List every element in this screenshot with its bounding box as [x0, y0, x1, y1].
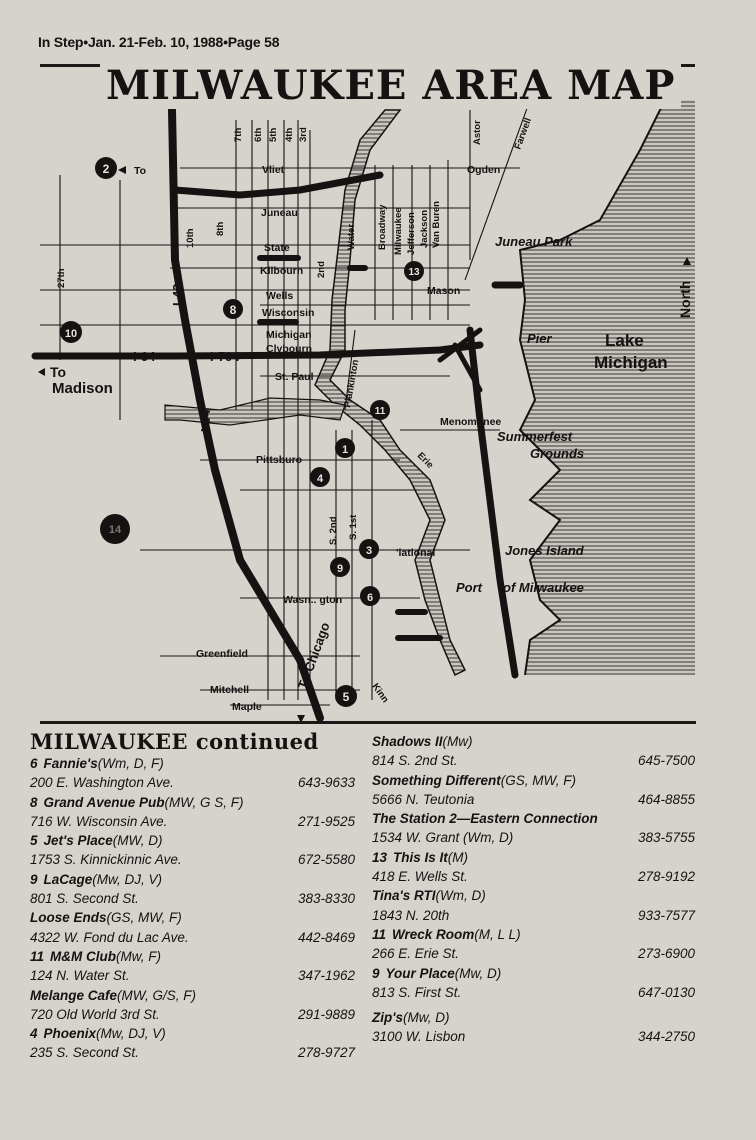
- label-to-madison-2: Madison: [52, 380, 113, 397]
- location-marker-5[interactable]: [335, 685, 357, 707]
- listing-phone: 442-8469: [297, 929, 355, 945]
- street-label-water: Water: [346, 223, 357, 250]
- street-label-mitchell: Mitchell: [210, 684, 250, 696]
- street-label-michigan: Michigan: [266, 329, 312, 341]
- listing-right-column: [372, 732, 695, 1047]
- svg-text:6: 6: [366, 592, 374, 604]
- listing-heading: MILWAUKEE continued: [30, 729, 319, 754]
- listing-name: Jet's Place: [43, 833, 113, 849]
- label-of-milwaukee: of Milwaukee: [503, 580, 584, 595]
- listing-name: M&M Club: [50, 948, 116, 964]
- svg-text:3: 3: [365, 545, 373, 557]
- listing-entry: [372, 1008, 695, 1047]
- street-label-maple: Maple: [232, 701, 262, 713]
- listing-address: 813 S. First St.: [372, 984, 462, 1000]
- listing-name: Wreck Room: [392, 926, 475, 942]
- street-label-vliet: Vliet: [262, 164, 285, 176]
- listing-number: 9: [30, 871, 38, 887]
- listing-phone: 347-1962: [297, 968, 355, 984]
- listing-tags: (MW, G S, F): [164, 794, 244, 810]
- listing-name: Something Different: [372, 772, 501, 788]
- listing-phone: 273-6900: [637, 946, 695, 962]
- svg-text:5: 5: [342, 690, 350, 704]
- label-north: North: [677, 280, 693, 318]
- listing-address: 1843 N. 20th: [372, 907, 450, 923]
- location-marker-9[interactable]: [330, 557, 350, 577]
- street-label-5th: 5th: [268, 127, 279, 142]
- svg-text:1: 1: [341, 444, 349, 456]
- listing-tags: (MW, D): [112, 833, 163, 849]
- listing-number: 11: [372, 926, 387, 942]
- street-label-6th: 6th: [253, 127, 264, 142]
- listing-address: 235 S. Second St.: [30, 1045, 139, 1061]
- label-jones-island: Jones Island: [505, 543, 584, 558]
- listing-entry: [30, 793, 355, 832]
- svg-text:13: 13: [408, 267, 420, 278]
- street-label-greenfield: Greenfield: [196, 648, 248, 660]
- listing-address: 4322 W. Fond du Lac Ave.: [30, 929, 189, 945]
- listing-phone: 383-8330: [297, 891, 355, 907]
- highway-label-i794: I-794: [210, 349, 240, 364]
- listing-tags: (GS, MW, F): [106, 910, 182, 926]
- listing-tags: (Mw, F): [116, 948, 161, 964]
- street-label-menomonee: Menomonee: [440, 416, 502, 428]
- highway-label-i94-west: I-94: [133, 349, 156, 364]
- listing-address: 3100 W. Lisbon: [372, 1029, 466, 1045]
- listing-number: 13: [372, 849, 388, 865]
- listing-entry: [30, 754, 355, 793]
- middle-rule: [40, 721, 696, 724]
- svg-text:2: 2: [102, 162, 110, 176]
- listing-entry: [30, 831, 355, 870]
- listing-address: 1753 S. Kinnickinnic Ave.: [30, 852, 182, 868]
- listing-phone: 645-7500: [637, 753, 695, 769]
- listing-name: This Is It: [393, 849, 448, 865]
- listing-address: 814 S. 2nd St.: [372, 753, 458, 769]
- listing-entry: [372, 964, 695, 1003]
- label-port: Port: [456, 580, 482, 595]
- listing-phone: 933-7577: [637, 907, 695, 923]
- street-label-clybourn: Clybourn: [266, 343, 313, 355]
- location-marker-8[interactable]: [223, 299, 243, 319]
- label-to-west: To: [134, 165, 147, 177]
- listing-address: 124 N. Water St.: [30, 968, 130, 984]
- listing-entry: [372, 732, 695, 771]
- street-label-7th: 7th: [233, 127, 244, 142]
- street-label-washington: Wasn.. gton: [283, 594, 343, 606]
- location-marker-11[interactable]: [370, 400, 390, 420]
- listing-phone: 344-2750: [637, 1029, 695, 1045]
- label-lake: Lake: [605, 331, 644, 350]
- listing-tags: (Wm, D, F): [97, 756, 164, 771]
- listing-tags: (GS, MW, F): [500, 772, 576, 788]
- west-arrow-icon: [118, 166, 126, 174]
- listing-name: Your Place: [385, 965, 455, 981]
- listing-name: Zip's: [372, 1010, 403, 1026]
- svg-text:11: 11: [374, 406, 386, 417]
- listing-name: The Station 2—Eastern Connection: [372, 811, 598, 827]
- listing-phone: 278-9727: [297, 1045, 355, 1061]
- street-label-2nd: 2nd: [316, 261, 327, 278]
- listing-phone: 278-9192: [637, 869, 695, 885]
- listing-number: 6: [30, 756, 38, 771]
- label-to-madison-1: To: [50, 364, 67, 380]
- street-label-wells: Wells: [266, 290, 294, 302]
- listing-entry: [30, 908, 355, 947]
- street-label-8th: 8th: [215, 221, 226, 236]
- listing-entry: [30, 947, 355, 986]
- label-michigan-lake: Michigan: [594, 353, 668, 372]
- street-label-kilbourn: Kilbourn: [260, 265, 304, 277]
- listing-name: Tina's RTI: [372, 888, 436, 904]
- street-label-4th: 4th: [284, 127, 295, 142]
- listing-name: Grand Avenue Pub: [43, 794, 165, 810]
- listing-phone: 383-5755: [637, 830, 695, 846]
- listing-address: 716 W. Wisconsin Ave.: [30, 813, 168, 829]
- street-label-national: 'lational: [396, 547, 436, 559]
- listing-address: 418 E. Wells St.: [372, 869, 468, 885]
- label-to-chicago: To Chicago: [294, 620, 333, 692]
- label-summerfest-1: Summerfest: [497, 429, 573, 444]
- street-label-astor: Astor: [472, 120, 483, 145]
- madison-arrow-icon: [38, 368, 45, 376]
- street-label-10th: 10th: [185, 228, 196, 248]
- street-label-milwaukee: Milwaukee: [393, 207, 404, 255]
- listing-tags: (Mw, D): [402, 1010, 450, 1026]
- listing-tags: (Mw, DJ, V): [96, 1026, 166, 1042]
- listing-phone: 271-9525: [297, 813, 355, 829]
- listing-tags: (Mw, DJ, V): [92, 871, 163, 887]
- location-marker-13[interactable]: [404, 261, 424, 281]
- listing-entry: [372, 848, 695, 887]
- street-label-jackson: Jackson: [419, 209, 430, 248]
- listing-address: 801 S. Second St.: [30, 891, 139, 907]
- listing-tags: (Mw): [442, 734, 473, 749]
- listing-number: 11: [30, 948, 45, 964]
- listing-number: 4: [30, 1026, 38, 1042]
- highway-label-i94-south: I-94: [198, 409, 213, 432]
- listing-address: 5666 N. Teutonia: [372, 791, 475, 807]
- street-label-juneau: Juneau: [261, 207, 298, 219]
- street-label-st-paul: St. Paul: [275, 371, 314, 383]
- street-label-ogden: Ogden: [467, 164, 501, 176]
- listing-address: 266 E. Erie St.: [372, 946, 460, 962]
- street-label-wisconsin: Wisconsin: [262, 307, 315, 319]
- listing-entry: [30, 870, 355, 909]
- svg-text:14: 14: [108, 524, 122, 536]
- listing-phone: 464-8855: [637, 791, 695, 807]
- highway-label-i43: I-43: [170, 283, 185, 306]
- location-marker-3[interactable]: [359, 539, 379, 559]
- listing-name: Fannie's: [43, 756, 98, 771]
- svg-text:10: 10: [64, 328, 78, 340]
- menomonee-river: [165, 398, 345, 425]
- label-summerfest-2: Grounds: [530, 446, 585, 461]
- location-marker-14[interactable]: [100, 514, 130, 544]
- listing-tags: (Wm, D): [435, 888, 486, 904]
- street-label-27th: 27th: [56, 268, 67, 288]
- svg-text:9: 9: [336, 563, 344, 575]
- listing-name: Melange Cafe: [30, 987, 118, 1003]
- page-header: In Step•Jan. 21-Feb. 10, 1988•Page 58: [38, 34, 280, 50]
- street-label-state: State: [264, 242, 290, 254]
- street-label-jefferson: Jefferson: [406, 212, 417, 255]
- street-label-s-1st: S. 1st: [348, 514, 359, 540]
- listing-entry: [372, 925, 695, 964]
- street-label-van-buren: Van Buren: [431, 201, 442, 248]
- listing-entry: [30, 986, 355, 1025]
- listing-number: 9: [372, 965, 380, 981]
- street-label-erie: Erie: [414, 450, 436, 471]
- location-marker-1[interactable]: [335, 438, 355, 458]
- listing-phone: 291-9889: [297, 1006, 355, 1022]
- svg-text:8: 8: [229, 303, 237, 317]
- listing-name: Phoenix: [43, 1026, 97, 1042]
- listing-entry: [372, 886, 695, 925]
- location-marker-6[interactable]: [360, 586, 380, 606]
- listing-address: 720 Old World 3rd St.: [30, 1006, 160, 1022]
- street-label-kinn: Kinn: [369, 681, 391, 706]
- map-title: MILWAUKEE AREA MAP: [100, 62, 681, 109]
- listing-entry: [372, 771, 695, 810]
- listing-phone: 643-9633: [297, 775, 355, 791]
- street-label-3rd: 3rd: [298, 127, 309, 142]
- listing-tags: (MW, G/S, F): [117, 987, 197, 1003]
- street-label-s-2nd: S. 2nd: [328, 516, 339, 545]
- street-label-pittsburg: Pittsburo: [256, 454, 303, 466]
- listing-tags: (M): [447, 849, 469, 865]
- listing-entry: [30, 1024, 355, 1063]
- street-label-mason: Mason: [427, 285, 461, 297]
- listing-phone: 672-5580: [297, 852, 355, 868]
- listing-name: LaCage: [43, 871, 93, 887]
- svg-text:4: 4: [316, 473, 324, 485]
- listing-tags: (Mw, D): [454, 965, 502, 981]
- listing-name: Loose Ends: [30, 910, 107, 926]
- location-marker-2[interactable]: [95, 157, 117, 179]
- listing-address: 200 E. Washington Ave.: [30, 775, 174, 791]
- street-label-farwell: Farwell: [512, 116, 535, 152]
- listing-left-column: [30, 730, 355, 1063]
- milwaukee-river: [315, 110, 465, 675]
- street-label-plankinton: Plankinton: [342, 358, 362, 409]
- label-pier: Pier: [527, 331, 552, 346]
- listing-address: 1534 W. Grant (Wm, D): [372, 830, 514, 846]
- listing-tags: (M, L L): [474, 926, 521, 942]
- listing-phone: 647-0130: [637, 984, 695, 1000]
- listing-entry: [372, 809, 695, 848]
- listing-number: 5: [30, 833, 38, 849]
- listing-number: 8: [30, 794, 38, 810]
- label-juneau-park: Juneau Park: [495, 234, 573, 249]
- location-marker-4[interactable]: [310, 467, 330, 487]
- location-marker-10[interactable]: [60, 321, 82, 343]
- listing-name: Shadows II: [372, 734, 443, 749]
- street-label-broadway: Broadway: [377, 204, 388, 250]
